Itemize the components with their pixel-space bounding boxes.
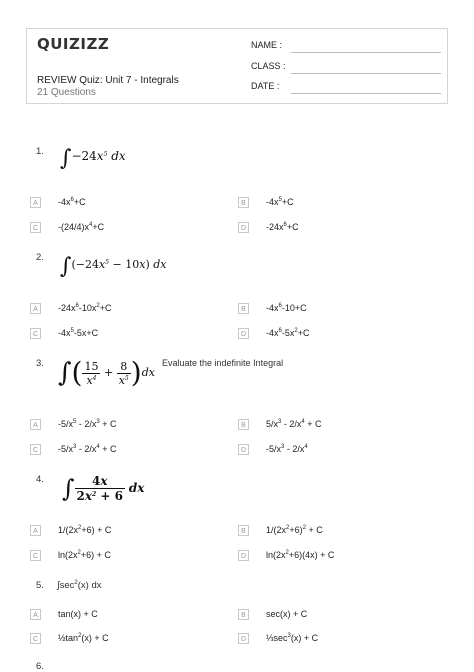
class-field[interactable]: [251, 61, 441, 74]
question-5-prompt: $\int\sec^2(x)$ dx: [57, 580, 102, 591]
date-label: DATE :: [251, 81, 280, 91]
name-field[interactable]: [251, 40, 441, 53]
question-1-expression: $\int-24x^5$ dx: [60, 146, 126, 171]
question-number: 5.: [36, 580, 44, 591]
question-number: 4.: [36, 474, 44, 485]
question-number: 1.: [36, 146, 44, 157]
quiz-title: REVIEW Quiz: Unit 7 - Integrals: [37, 75, 179, 86]
question-number: 2.: [36, 252, 44, 263]
date-field[interactable]: [251, 81, 441, 94]
class-line[interactable]: [291, 73, 441, 74]
name-line[interactable]: [291, 52, 441, 53]
question-number: 3.: [36, 358, 44, 369]
date-line[interactable]: [291, 93, 441, 94]
name-label: NAME :: [251, 40, 283, 50]
quizizz-logo: QUIZIZZ: [37, 35, 110, 53]
question-3-instruction: Evaluate the indefinite Integral: [162, 358, 284, 368]
question-3-expression: ∫( $\frac{15}{x^4}$ + $\frac{8}{x^5}$ )dx: [58, 356, 155, 389]
class-label: CLASS :: [251, 61, 286, 71]
question-count: 21 Questions: [37, 87, 96, 98]
question-4-expression: ∫ $\frac{4x}{2x^2 + 6}$ dx: [62, 474, 145, 503]
question-2-expression: $\int(-24x^5 - 10x)$ dx: [60, 254, 167, 279]
worksheet-header: [26, 28, 448, 104]
question-number: 6.: [36, 661, 44, 672]
